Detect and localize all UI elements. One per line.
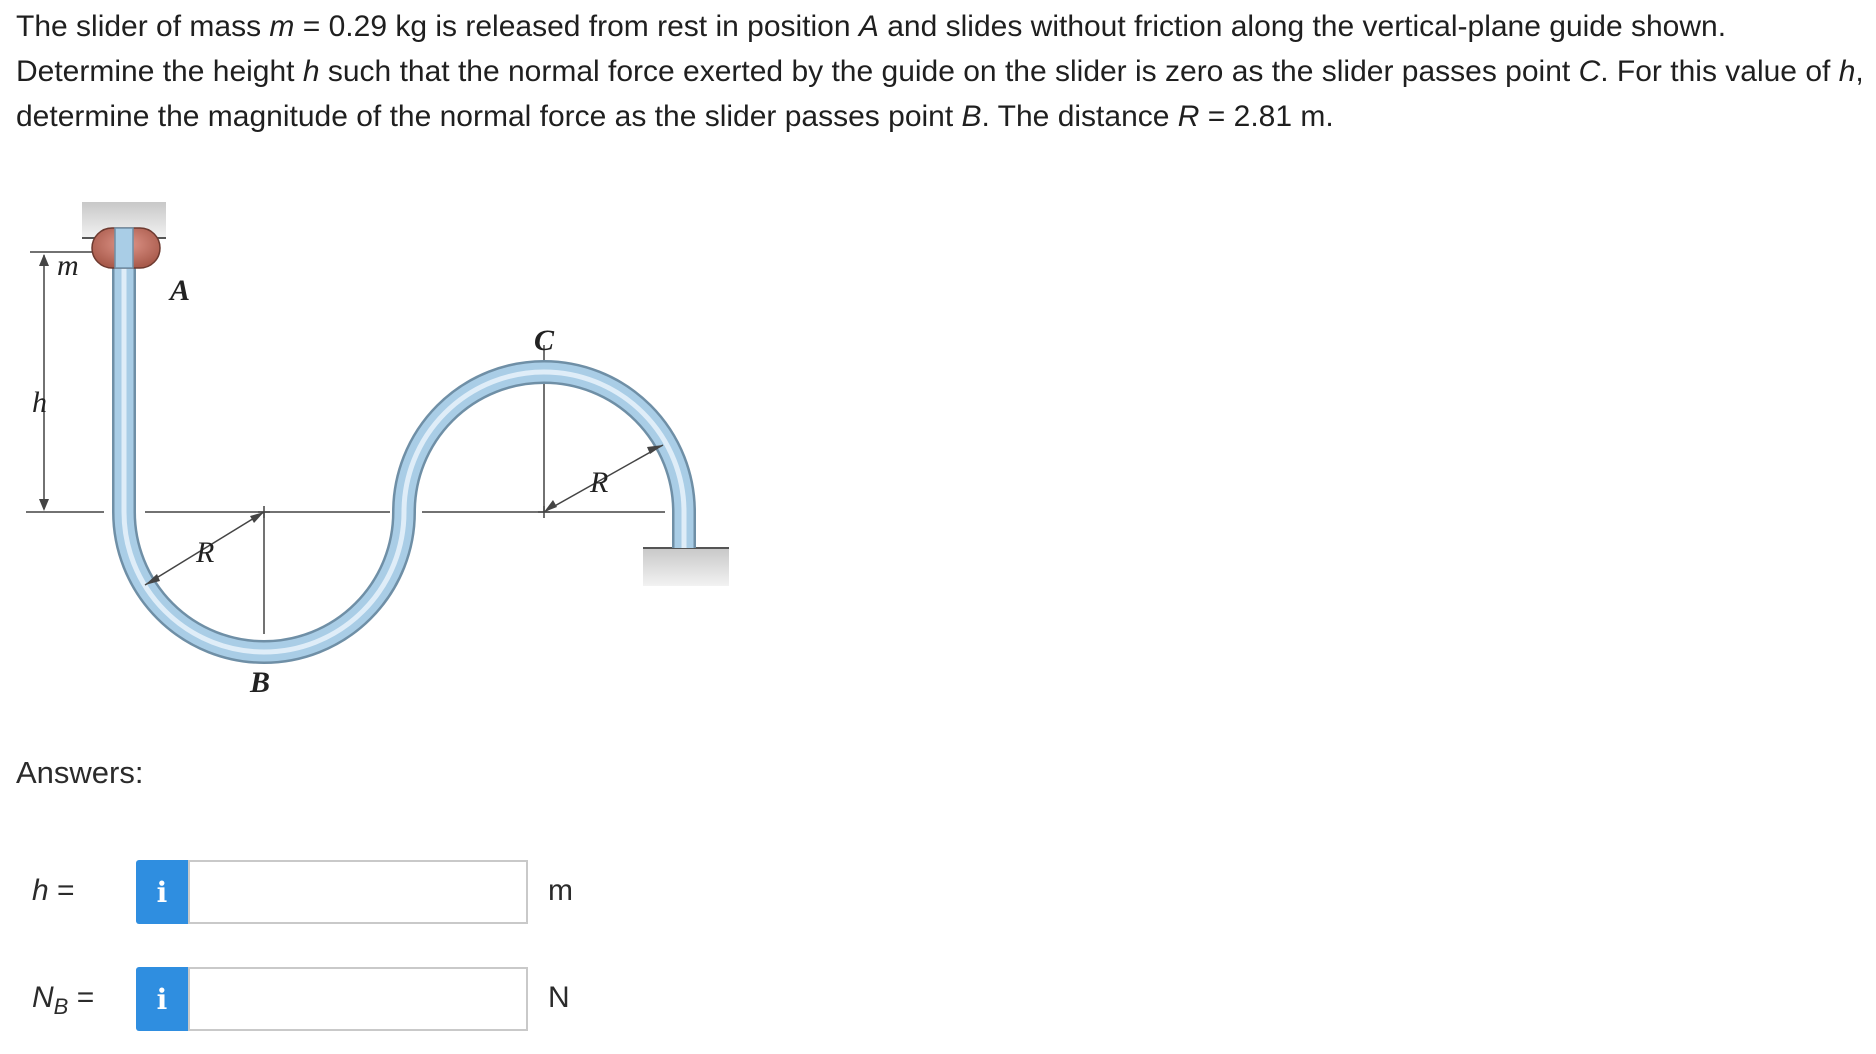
arrow-head bbox=[250, 512, 264, 523]
guide-tube bbox=[124, 238, 684, 652]
label-C: C bbox=[534, 324, 555, 357]
var-C: C bbox=[1578, 55, 1601, 88]
info-button[interactable]: i bbox=[136, 860, 188, 924]
label-A: A bbox=[170, 274, 191, 307]
problem-text: . For this value of bbox=[1600, 55, 1839, 88]
guide-diagram bbox=[0, 200, 760, 720]
var-A: A bbox=[858, 10, 879, 43]
arrow-head bbox=[544, 500, 557, 512]
var-h: h bbox=[302, 55, 320, 88]
problem-text: and slides without friction along the vertical-plane guide shown. Determine the height bbox=[16, 10, 1727, 88]
problem-text: , determine the magnitude of the normal force as the slider passes point bbox=[16, 55, 1864, 133]
problem-text: = 2.81 m. bbox=[1199, 100, 1334, 133]
arrow-head bbox=[39, 499, 49, 511]
answer-label-h bbox=[32, 874, 75, 908]
right-support bbox=[643, 548, 729, 586]
arrow-head bbox=[39, 254, 49, 266]
answer-label-nb bbox=[32, 981, 94, 1020]
problem-text: such that the normal force exerted by the guide on the slider is zero as the slider passes point bbox=[319, 55, 1579, 88]
var-R: R bbox=[1177, 100, 1200, 133]
answer-var: h bbox=[32, 874, 49, 907]
guide-tube-highlight bbox=[124, 238, 684, 652]
label-m: m bbox=[57, 249, 79, 282]
problem-text: = 0.29 kg is released from rest in position bbox=[294, 10, 859, 43]
guide-tube-outline bbox=[124, 238, 684, 652]
var-h: h bbox=[1838, 55, 1856, 88]
unit-label-m: m bbox=[548, 874, 573, 907]
answers-heading: Answers: bbox=[16, 755, 144, 790]
answer-row-h bbox=[0, 860, 620, 926]
equals-sign: = bbox=[68, 981, 95, 1014]
equals-sign: = bbox=[48, 874, 75, 907]
label-R-lower: R bbox=[196, 536, 215, 569]
answer-row-nb bbox=[0, 967, 620, 1033]
var-m: m bbox=[269, 10, 295, 43]
var-B: B bbox=[961, 100, 982, 133]
label-B: B bbox=[250, 666, 271, 699]
label-h: h bbox=[32, 386, 47, 419]
label-R-upper: R bbox=[590, 466, 609, 499]
info-button[interactable]: i bbox=[136, 967, 188, 1031]
problem-text: . The distance bbox=[981, 100, 1178, 133]
diagram-svg bbox=[0, 200, 760, 720]
problem-text: The slider of mass bbox=[16, 10, 270, 43]
answer-subscript: B bbox=[53, 994, 69, 1019]
answer-var: N bbox=[32, 981, 54, 1014]
problem-statement bbox=[16, 4, 1866, 139]
slider-tube-section bbox=[115, 228, 133, 268]
unit-label-n: N bbox=[548, 981, 570, 1014]
nb-answer-input[interactable] bbox=[188, 967, 528, 1031]
h-answer-input[interactable] bbox=[188, 860, 528, 924]
